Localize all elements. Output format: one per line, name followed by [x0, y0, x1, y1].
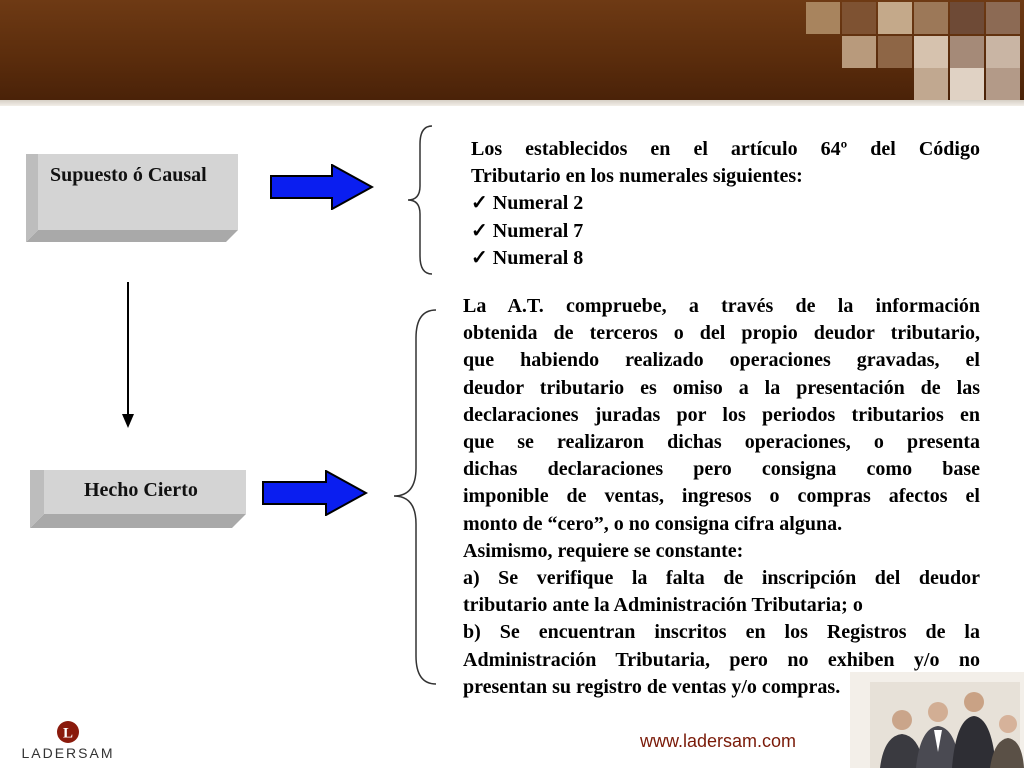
- numerales-text-block: [471, 136, 980, 272]
- paragraph-line: tributario ante la Administración Tributaria; o: [463, 594, 863, 617]
- business-people-photo: [850, 672, 1024, 768]
- logo-text: LADERSAM: [21, 745, 115, 761]
- intro-line: Los establecidos en el artículo 64º del Código: [471, 138, 980, 160]
- paragraph-line: Administración Tributaria, pero no exhiben y/o no: [463, 648, 980, 671]
- paragraph-line: presentan su registro de ventas y/o compras.: [463, 675, 841, 698]
- header-divider: [0, 100, 1024, 106]
- left-brace-icon: [390, 308, 440, 686]
- paragraph-line: dichas declaraciones pero consigna como base: [463, 458, 980, 481]
- left-brace-icon: [402, 124, 438, 276]
- paragraph-line: a) Se verifique la falta de inscripción del deudor: [463, 567, 980, 590]
- down-arrow-icon: [118, 282, 138, 430]
- hecho-cierto-text-block: [463, 293, 980, 701]
- supuesto-label: Supuesto ó Causal: [50, 164, 207, 186]
- paragraph-line: deudor tributario es omiso a la presentación de las: [463, 376, 980, 399]
- paragraph-line: La A.T. compruebe, a través de la información: [463, 295, 980, 317]
- right-arrow-icon: [270, 164, 374, 210]
- ladersam-logo: [8, 718, 128, 762]
- numeral-item: ✓ Numeral 2: [471, 192, 584, 215]
- paragraph-line: que habiendo realizado operaciones gravadas, el: [463, 349, 980, 372]
- checkmark-icon: ✓: [471, 219, 488, 242]
- checkmark-icon: ✓: [471, 192, 488, 215]
- paragraph-line: declaraciones juradas por los periodos tributarios en: [463, 403, 980, 426]
- hecho-cierto-label: Hecho Cierto: [84, 479, 198, 501]
- paragraph-line: monto de “cero”, o no consigna cifra alguna.: [463, 512, 843, 535]
- paragraph-line: que se realizaron dichas operaciones, o presenta: [463, 431, 980, 454]
- logo-letter: L: [62, 725, 74, 742]
- intro-line: Tributario en los numerales siguientes:: [471, 165, 803, 188]
- right-arrow-icon: [262, 470, 368, 516]
- numeral-item: ✓ Numeral 7: [471, 219, 584, 242]
- numeral-item: ✓ Numeral 8: [471, 246, 584, 269]
- paragraph-line: b) Se encuentran inscritos en los Registros de la: [463, 621, 980, 644]
- paragraph-line: obtenida de terceros o del propio deudor tributario,: [463, 322, 980, 345]
- paragraph-line: Asimismo, requiere se constante:: [463, 539, 744, 562]
- website-link[interactable]: www.ladersam.com: [640, 731, 797, 751]
- checkmark-icon: ✓: [471, 246, 488, 269]
- paragraph-line: imponible de ventas, ingresos o compras afectos el: [463, 485, 980, 508]
